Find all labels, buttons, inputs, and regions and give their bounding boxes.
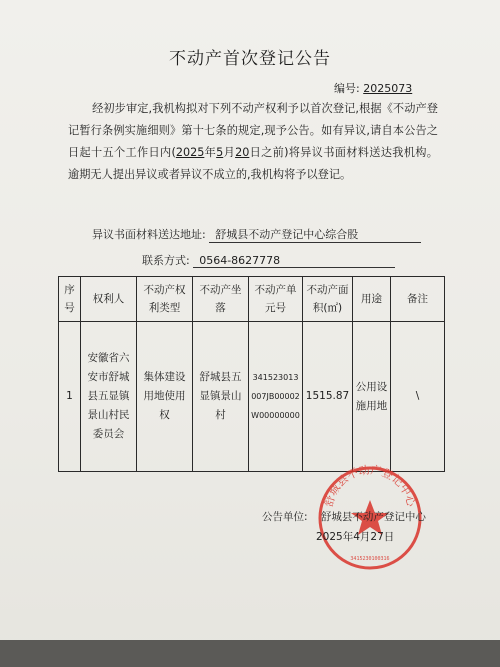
address-value: 舒城县不动产登记中心综合股 (209, 226, 421, 243)
header-owner: 权利人 (81, 277, 137, 322)
seal-code: 3415230100316 (350, 556, 390, 562)
header-usage: 用途 (353, 277, 391, 322)
contact-label: 联系方式: (142, 254, 190, 267)
registration-table (58, 276, 445, 472)
cell-owner: 安徽省六安市舒城县五显镇景山村民委员会 (81, 322, 137, 472)
document-number (334, 80, 412, 96)
header-location: 不动产坐落 (193, 277, 249, 322)
cell-seq: 1 (59, 322, 81, 472)
header-remark: 备注 (391, 277, 445, 322)
contact-value: 0564-8627778 (193, 254, 395, 268)
header-right-type: 不动产权利类型 (137, 277, 193, 322)
document-number-value: 2025073 (363, 82, 413, 95)
document-number-label: 编号: (334, 82, 360, 95)
header-seq: 序号 (59, 277, 81, 322)
cell-remark: \ (391, 322, 445, 472)
cell-usage: 公用设施用地 (353, 322, 391, 472)
issuer-row (262, 509, 426, 524)
background-edge (0, 640, 500, 667)
header-area: 不动产面积(㎡) (303, 277, 353, 322)
body-text-part1: 经初步审定,我机构拟对下列不动产权利予以首次登记,根据《不动产登记暂行条例实施细则》第十七条的规定,现予公告。如有异议,请自本公告之日起十五个工作日内( (68, 102, 438, 159)
table-row (59, 322, 445, 472)
table-header-row (59, 277, 445, 322)
page-title: 不动产首次登记公告 (169, 49, 331, 69)
seal-text-path: 舒城县不动产登记中心 (322, 464, 418, 509)
deadline-month: 5 (216, 146, 224, 159)
contact-row (142, 252, 395, 268)
deadline-year: 2025 (175, 146, 205, 159)
cell-location: 舒城县五显镇景山村 (193, 322, 249, 472)
year-char: 年 (204, 146, 217, 159)
address-row (92, 226, 421, 243)
cell-area: 1515.87 (303, 322, 353, 472)
cell-unit-no: 341523013007JB00002W00000000 (249, 322, 303, 472)
address-label: 异议书面材料送达地址: (92, 228, 206, 241)
notice-date: 2025年4月27日 (316, 531, 395, 543)
header-unit-no: 不动产单元号 (249, 277, 303, 322)
body-text-part2: 日之前)将异议书面材料送达我机构。逾期无人提出异议或者异议不成立的,我机构将予以登记。 (68, 146, 438, 181)
month-char: 月 (223, 146, 236, 159)
issuer-value: 舒城县不动产登记中心 (320, 511, 426, 523)
deadline-day: 20 (235, 146, 250, 159)
notice-body (68, 98, 438, 186)
cell-right-type: 集体建设用地使用权 (137, 322, 193, 472)
issuer-label: 公告单位: (262, 511, 308, 523)
